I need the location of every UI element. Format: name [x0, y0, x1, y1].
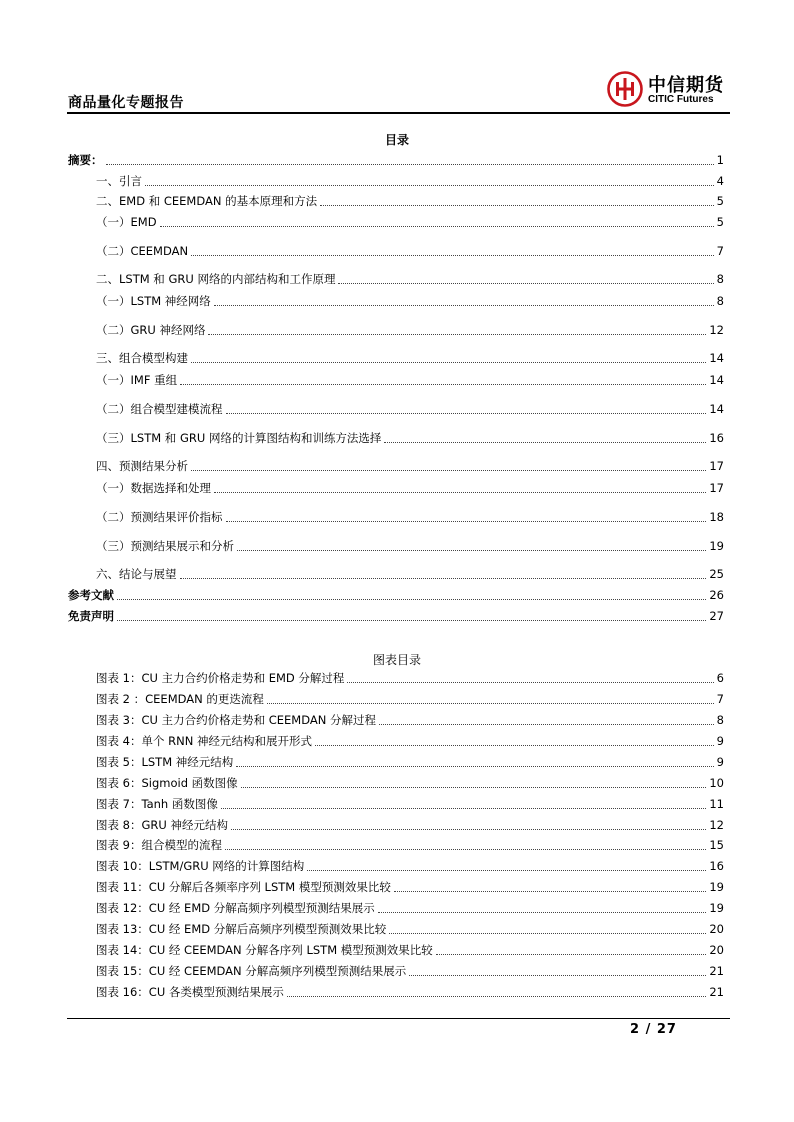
- logo-chinese-name: 中信期货: [648, 75, 724, 96]
- figure-entry-16[interactable]: 图表 16：CU 各类模型预测结果展示 21: [96, 985, 724, 999]
- toc-entry-results[interactable]: 四、预测结果分析 17: [96, 459, 724, 473]
- figure-entry-5[interactable]: 图表 5：LSTM 神经元结构 9: [96, 755, 724, 769]
- figure-entry-8[interactable]: 图表 8：GRU 神经元结构 12: [96, 818, 724, 832]
- toc-entry-combined-model[interactable]: 三、组合模型构建 14: [96, 351, 724, 365]
- figure-entry-6[interactable]: 图表 6：Sigmoid 函数图像 10: [96, 776, 724, 790]
- figure-entry-13[interactable]: 图表 13：CU 经 EMD 分解后高频序列模型预测效果比较 20: [96, 922, 724, 936]
- figure-entry-3[interactable]: 图表 3：CU 主力合约价格走势和 CEEMDAN 分解过程 8: [96, 713, 724, 727]
- toc-entry-lstm-gru[interactable]: 二、LSTM 和 GRU 网络的内部结构和工作原理 8: [96, 272, 724, 286]
- figures-heading: 图表目录: [372, 653, 421, 667]
- figure-entry-7[interactable]: 图表 7：Tanh 函数图像 11: [96, 797, 724, 811]
- toc-entry-abstract[interactable]: 摘要： 1: [68, 153, 724, 167]
- toc-entry-gru[interactable]: （二）GRU 神经网络 12: [96, 323, 724, 337]
- page-total: 27: [656, 1022, 677, 1037]
- toc-entry-metrics[interactable]: （二）预测结果评价指标 18: [96, 510, 724, 524]
- figure-entry-12[interactable]: 图表 12：CU 经 EMD 分解高频序列模型预测结果展示 19: [96, 901, 724, 915]
- toc-entry-disclaimer[interactable]: 免责声明 27: [68, 609, 724, 623]
- toc-entry-emd-ceemdan[interactable]: 二、EMD 和 CEEMDAN 的基本原理和方法 5: [96, 194, 724, 208]
- logo-english-name: CITIC Futures: [648, 94, 714, 105]
- toc-entry-lstm[interactable]: （一）LSTM 神经网络 8: [96, 294, 724, 308]
- toc-entry-imf[interactable]: （一）IMF 重组 14: [96, 373, 724, 387]
- figure-entry-4[interactable]: 图表 4：单个 RNN 神经元结构和展开形式 9: [96, 734, 724, 748]
- header-divider: [67, 112, 730, 114]
- citic-futures-logo: [607, 71, 722, 107]
- toc-entry-data[interactable]: （一）数据选择和处理 17: [96, 481, 724, 495]
- page-separator: /: [645, 1022, 652, 1037]
- toc-entry-emd[interactable]: （一）EMD 5: [96, 215, 724, 229]
- footer-divider: [67, 1018, 730, 1019]
- report-type-title: 商品量化专题报告: [68, 95, 184, 111]
- toc-entry-modeling-flow[interactable]: （二）组合模型建模流程 14: [96, 402, 724, 416]
- toc-entry-introduction[interactable]: 一、引言 4: [96, 174, 724, 188]
- toc-entry-graph-training[interactable]: （三）LSTM 和 GRU 网络的计算图结构和训练方法选择 16: [96, 431, 724, 445]
- figure-entry-11[interactable]: 图表 11：CU 分解后各频率序列 LSTM 模型预测效果比较 19: [96, 880, 724, 894]
- toc-entry-results-display[interactable]: （三）预测结果展示和分析 19: [96, 539, 724, 553]
- citic-logo-icon: [607, 71, 643, 107]
- figure-entry-14[interactable]: 图表 14：CU 经 CEEMDAN 分解各序列 LSTM 模型预测效果比较 20: [96, 943, 724, 957]
- page-current: 2: [630, 1022, 641, 1037]
- figure-entry-1[interactable]: 图表 1：CU 主力合约价格走势和 EMD 分解过程 6: [96, 671, 724, 685]
- figure-entry-9[interactable]: 图表 9：组合模型的流程 15: [96, 838, 724, 852]
- toc-entry-references[interactable]: 参考文献 26: [68, 588, 724, 602]
- toc-entry-conclusion[interactable]: 六、结论与展望 25: [96, 567, 724, 581]
- page-number: [630, 1022, 677, 1037]
- figure-entry-10[interactable]: 图表 10：LSTM/GRU 网络的计算图结构 16: [96, 859, 724, 873]
- toc-heading: 目录: [384, 133, 409, 147]
- figure-entry-2[interactable]: 图表 2 ：CEEMDAN 的更迭流程 7: [96, 692, 724, 706]
- figure-entry-15[interactable]: 图表 15：CU 经 CEEMDAN 分解高频序列模型预测结果展示 21: [96, 964, 724, 978]
- toc-entry-ceemdan[interactable]: （二）CEEMDAN 7: [96, 244, 724, 258]
